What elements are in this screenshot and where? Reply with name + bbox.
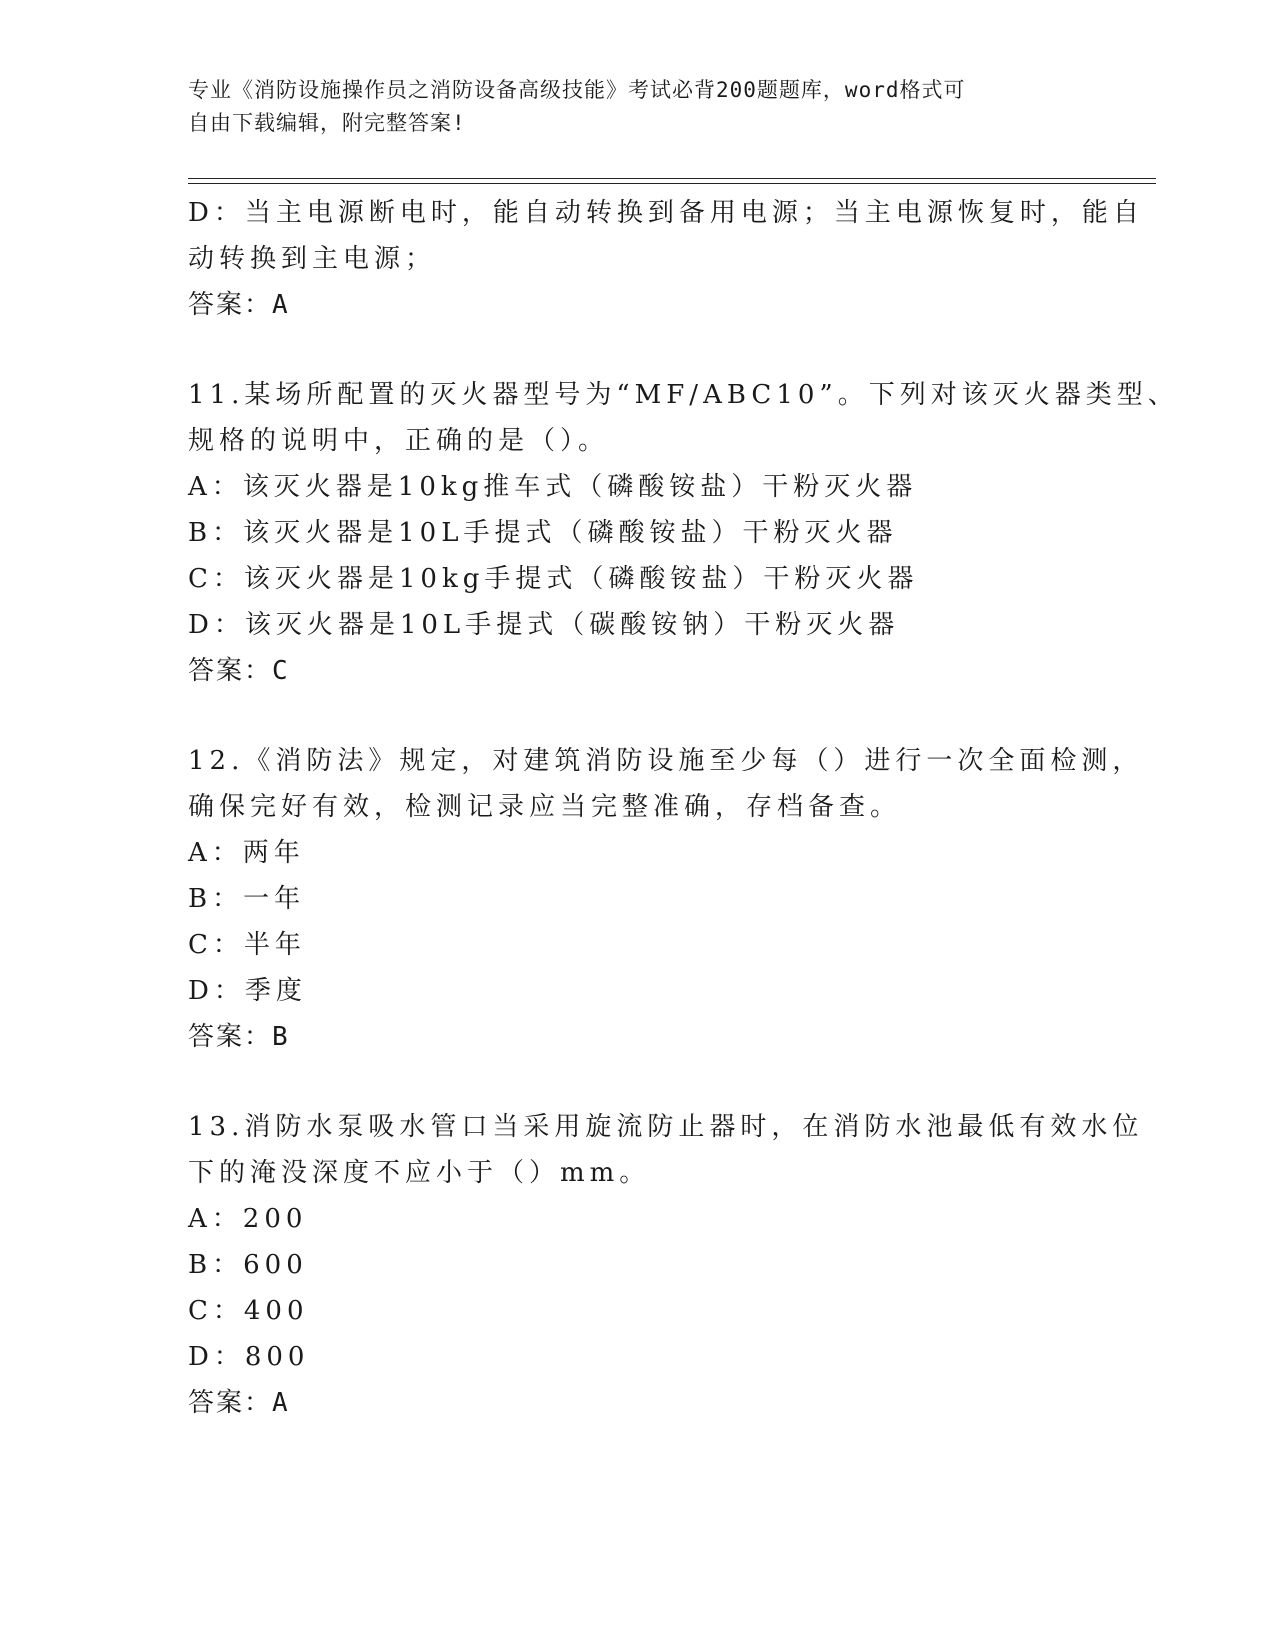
prev-question-tail	[188, 190, 1144, 328]
option-b: B：该灭火器是10L手提式（磷酸铵盐）干粉灭火器	[188, 518, 898, 548]
header-rule-top	[188, 178, 1156, 179]
question-stem-continued: 下的淹没深度不应小于（）mm。	[188, 1158, 651, 1188]
option-d: D：季度	[188, 976, 307, 1006]
answer: 答案：A	[188, 290, 290, 320]
question-13	[188, 1104, 1144, 1426]
option-b: B：一年	[188, 884, 306, 914]
header-line-1: 专业《消防设施操作员之消防设备高级技能》考试必背200题题库，word格式可	[188, 78, 966, 102]
question-stem: 13.消防水泵吸水管口当采用旋流防止器时，在消防水池最低有效水位	[188, 1112, 1144, 1142]
option-d-continued: 动转换到主电源；	[188, 244, 437, 274]
header-rule-bottom	[188, 183, 1156, 184]
option-d: D：当主电源断电时，能自动转换到备用电源；当主电源恢复时，能自	[188, 198, 1144, 228]
option-b: B：600	[188, 1250, 308, 1280]
option-c: C：该灭火器是10kg手提式（磷酸铵盐）干粉灭火器	[188, 564, 919, 594]
question-stem: 12.《消防法》规定，对建筑消防设施至少每（）进行一次全面检测，	[188, 746, 1144, 776]
option-a: A：200	[188, 1204, 308, 1234]
question-stem-continued: 确保完好有效，检测记录应当完整准确，存档备查。	[188, 792, 902, 822]
option-c: C：半年	[188, 930, 306, 960]
option-c: C：400	[188, 1296, 309, 1326]
answer: 答案：A	[188, 1388, 290, 1418]
question-stem-continued: 规格的说明中，正确的是（）。	[188, 426, 610, 456]
header-line-2: 自由下载编辑，附完整答案!	[188, 111, 466, 135]
option-d: D：该灭火器是10L手提式（碳酸铵钠）干粉灭火器	[188, 610, 900, 640]
question-12	[188, 738, 1144, 1060]
question-content	[188, 190, 1179, 1426]
answer: 答案：C	[188, 656, 290, 686]
option-a: A：两年	[188, 838, 305, 868]
answer: 答案：B	[188, 1022, 290, 1052]
question-11	[188, 372, 1179, 694]
document-header	[188, 74, 1088, 140]
option-d: D：800	[188, 1342, 310, 1372]
option-a: A：该灭火器是10kg推车式（磷酸铵盐）干粉灭火器	[188, 472, 918, 502]
question-stem: 11.某场所配置的灭火器型号为“MF/ABC10”。下列对该灭火器类型、	[188, 380, 1179, 410]
